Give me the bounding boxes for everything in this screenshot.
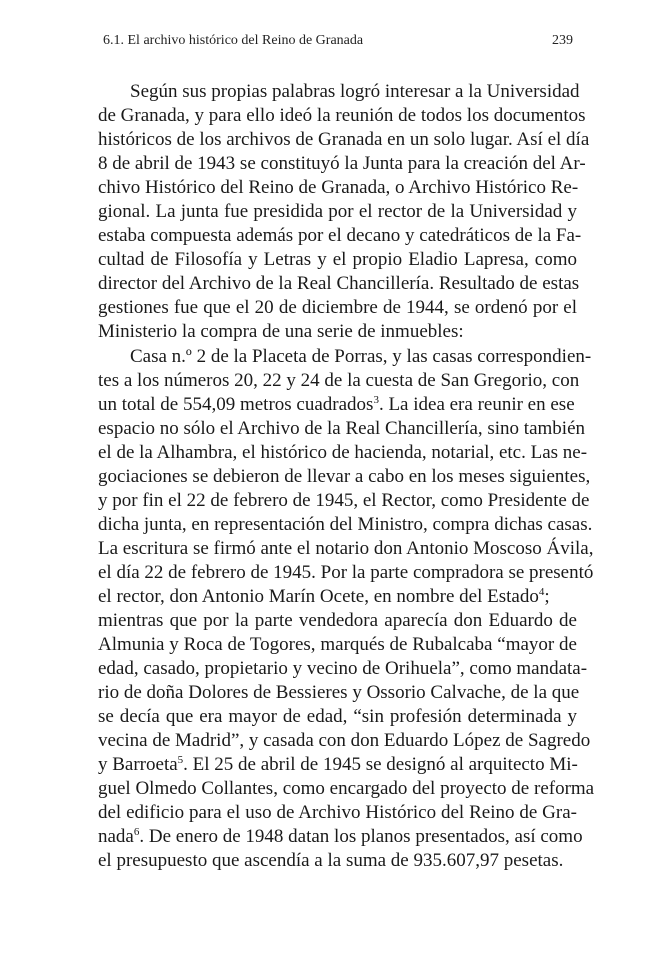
text-line: históricos de los archivos de Granada en un solo lugar. Así el día bbox=[98, 129, 590, 150]
text-line: estaba compuesta además por el decano y catedráticos de la Fa- bbox=[98, 225, 582, 246]
text-line bbox=[98, 825, 583, 849]
text-line: chivo Histórico del Reino de Granada, o Archivo Histórico Re- bbox=[98, 177, 579, 198]
text-line: rio de doña Dolores de Bessieres y Ossorio Calvache, de la que bbox=[98, 682, 580, 703]
text-line: 8 de abril de 1943 se constituyó la Junta para la creación del Ar- bbox=[98, 153, 586, 174]
text-line: y por fin el 22 de febrero de 1945, el Rector, como Presidente de bbox=[98, 490, 590, 511]
footnote-ref-5[interactable]: 5 bbox=[177, 754, 184, 766]
text-segment: . El 25 de abril de 1945 se designó al arquitecto Mi- bbox=[183, 754, 578, 775]
text-segment: . De enero de 1948 datan los planos presentados, así como bbox=[139, 826, 583, 847]
text-line: vecina de Madrid”, y casada con don Eduardo López de Sagredo bbox=[98, 730, 591, 751]
text-line: el de la Alhambra, el histórico de hacienda, notarial, etc. Las ne- bbox=[98, 442, 588, 463]
text-line: cultad de Filosofía y Letras y el propio Eladio Lapresa, como bbox=[98, 249, 577, 270]
text-line: guel Olmedo Collantes, como encargado del proyecto de reforma bbox=[98, 778, 595, 799]
text-line bbox=[98, 753, 577, 777]
text-line: espacio no sólo el Archivo de la Real Chancillería, sino también bbox=[98, 418, 586, 439]
text-line: de Granada, y para ello ideó la reunión de todos los documentos bbox=[98, 105, 586, 126]
text-segment: el rector, don Antonio Marín Ocete, en nombre del Estado bbox=[98, 586, 539, 607]
text-line: Almunia y Roca de Togores, marqués de Rubalcaba “mayor de bbox=[98, 634, 577, 655]
text-line: edad, casado, propietario y vecino de Orihuela”, como mandata- bbox=[98, 658, 588, 679]
text-line: La escritura se firmó ante el notario don Antonio Moscoso Ávila, bbox=[98, 538, 594, 559]
text-segment: un total de 554,09 metros cuadrados bbox=[98, 394, 374, 415]
page-number: 239 bbox=[552, 33, 573, 48]
footnote-ref-4[interactable]: 4 bbox=[538, 586, 545, 598]
text-line: el día 22 de febrero de 1945. Por la parte compradora se presentó bbox=[98, 562, 594, 583]
footnote-ref-3[interactable]: 3 bbox=[373, 394, 379, 406]
text-line: gional. La junta fue presidida por el rector de la Universidad y bbox=[98, 201, 577, 222]
running-header-title: 6.1. El archivo histórico del Reino de Granada bbox=[103, 33, 364, 48]
text-line: gestiones fue que el 20 de diciembre de 1944, se ordenó por el bbox=[98, 297, 577, 318]
text-line: del edificio para el uso de Archivo Histórico del Reino de Gra- bbox=[98, 802, 577, 823]
text-segment: . La idea era reunir en ese bbox=[378, 394, 575, 415]
text-line: se decía que era mayor de edad, “sin profesión determinada y bbox=[98, 706, 577, 727]
running-header bbox=[103, 33, 573, 53]
text-segment: nada bbox=[98, 826, 134, 847]
text-line: director del Archivo de la Real Chancillería. Resultado de estas bbox=[98, 273, 580, 294]
text-segment: y Barroeta bbox=[98, 754, 178, 775]
text-line: Ministerio la compra de una serie de inmuebles: bbox=[98, 321, 464, 342]
text-line: el presupuesto que ascendía a la suma de 935.607,97 pesetas. bbox=[98, 850, 564, 871]
text-line: Según sus propias palabras logró interesar a la Universidad bbox=[130, 81, 580, 102]
text-line: Casa n.º 2 de la Placeta de Porras, y las casas correspondien- bbox=[130, 346, 592, 367]
text-line: dicha junta, en representación del Ministro, compra dichas casas. bbox=[98, 514, 593, 535]
text-segment: ; bbox=[544, 586, 550, 607]
text-line bbox=[98, 393, 577, 417]
footnote-ref-6[interactable]: 6 bbox=[133, 826, 140, 838]
text-line bbox=[98, 585, 577, 609]
text-line: gociaciones se debieron de llevar a cabo en los meses siguientes, bbox=[98, 466, 591, 487]
text-line: tes a los números 20, 22 y 24 de la cuesta de San Gregorio, con bbox=[98, 370, 580, 391]
text-line: mientras que por la parte vendedora aparecía don Eduardo de bbox=[98, 610, 577, 631]
